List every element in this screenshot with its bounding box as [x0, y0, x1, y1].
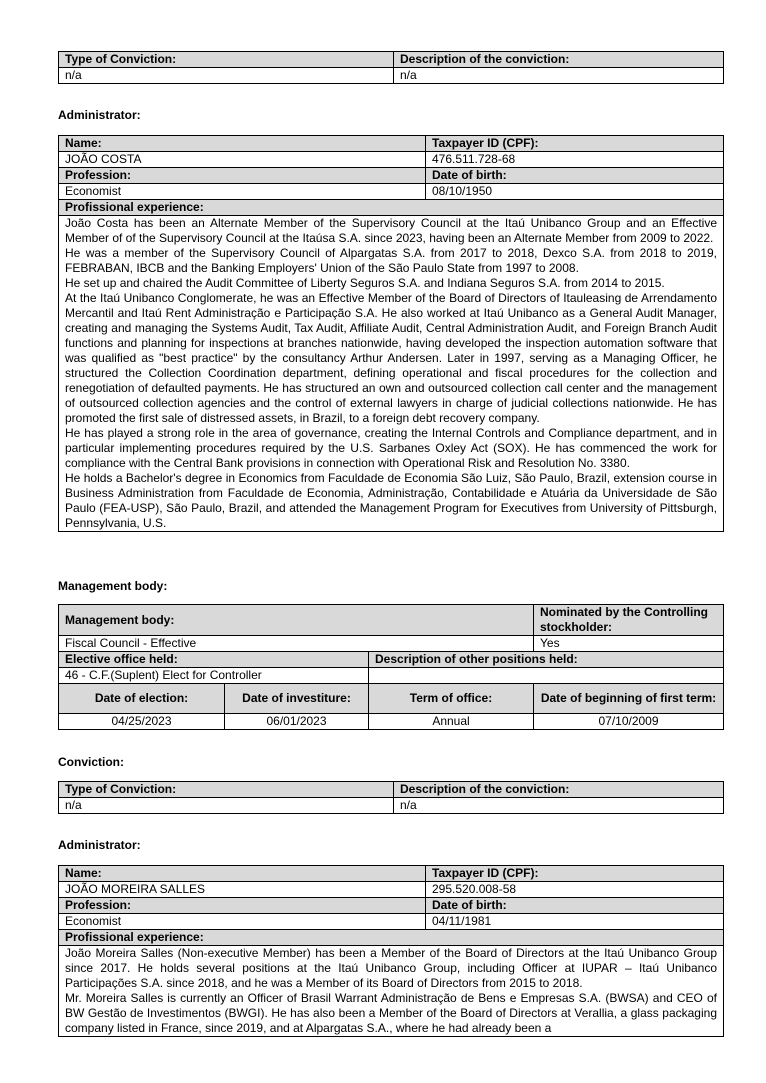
conviction-table-1: [58, 51, 724, 84]
other-positions-label: Description of other positions held:: [369, 652, 724, 668]
taxpayer-id-value: 295.520.008-58: [426, 882, 724, 898]
name-value: JOÃO MOREIRA SALLES: [59, 882, 426, 898]
first-term-date-value: 07/10/2009: [534, 714, 724, 730]
taxpayer-id-label: Taxpayer ID (CPF):: [426, 866, 724, 882]
management-body-label: Management body:: [59, 605, 534, 636]
birth-value: 08/10/1950: [426, 184, 724, 200]
administrator-heading-1: Administrator:: [58, 108, 141, 122]
investiture-date-value: 06/01/2023: [225, 714, 369, 730]
conviction-type-header: Type of Conviction:: [59, 52, 394, 68]
investiture-date-label: Date of investiture:: [225, 684, 369, 714]
conviction-description-value: n/a: [394, 798, 724, 814]
experience-paragraph: João Moreira Salles (Non-executive Member) has been a Member of the Board of Directors at the Itaú Unibanco Group since 2017. He holds several positions at the Itaú Unibanco Group, including Officer at IUPAR – Itaú Unibanco Participações S.A. since 2018, and he was a Member of its Board of Directors from 2015 to 2018.: [65, 946, 717, 990]
elective-office-value: 46 - C.F.(Suplent) Elect for Controller: [59, 668, 369, 684]
experience-paragraph: At the Itaú Unibanco Conglomerate, he was an Effective Member of the Board of Directors of Itauleasing de Arrendamento Mercantil and Itaú Rent Administração e Participação S.A. He also worked at Itaú Unibanco as a General Audit Manager, creating and managing the Systems Audit, Tax Audit, Affiliate Audit, Central Administration Audit, and Foreign Branch Audit functions and planning for inspections at branches nationwide, having developed the inspection automation software that was qualified as "best practice" by the consultancy Arthur Andersen. Later in 1997, serving as a Managing Officer, he structured the Collection Coordination department, defining operational and fiscal procedures for the collection and renegotiation of defaulted payments. He has structured an own and outsourced collection call center and the management of outsourced collection agencies and the control of external lawyers in charge of judicial collections nationwide. He has promoted the first sale of distressed assets, in Brazil, to a foreign debt recovery company.: [65, 291, 717, 425]
name-label: Name:: [59, 866, 426, 882]
conviction-type-header: Type of Conviction:: [59, 782, 394, 798]
election-date-label: Date of election:: [59, 684, 225, 714]
administrator-table-2: [58, 865, 724, 1037]
management-body-value: Fiscal Council - Effective: [59, 636, 534, 652]
conviction-table-2: [58, 781, 724, 814]
election-date-value: 04/25/2023: [59, 714, 225, 730]
management-body-heading: Management body:: [58, 579, 168, 593]
taxpayer-id-label: Taxpayer ID (CPF):: [426, 136, 724, 152]
first-term-date-label: Date of beginning of first term:: [534, 684, 724, 714]
experience-paragraph: He has played a strong role in the area of governance, creating the Internal Controls and Compliance department, and in particular implementing procedures required by the U.S. Sarbanes Oxley Act (SOX). He has commenced the work for compliance with the Central Bank provisions in connection with Operational Risk and Resolution No. 3380.: [65, 426, 717, 470]
taxpayer-id-value: 476.511.728-68: [426, 152, 724, 168]
experience-label: Profissional experience:: [59, 930, 724, 946]
experience-text: [59, 216, 724, 532]
profession-value: Economist: [59, 914, 426, 930]
experience-paragraph: João Costa has been an Alternate Member of the Supervisory Council at the Itaú Unibanco Group and an Effective Member of of the Supervisory Council at the Itaúsa S.A. since 2023, having been an Alternate Member from 2009 to 2022.: [65, 216, 717, 245]
profession-label: Profession:: [59, 898, 426, 914]
conviction-description-value: n/a: [394, 68, 724, 84]
experience-paragraph: He holds a Bachelor's degree in Economics from Faculdade de Economia São Luiz, São Paulo, Brazil, extension course in Business Administration from Faculdade de Economia, Administração, Contabilidade e Atuária da Universidade de São Paulo (FEA-USP), São Paulo, Brazil, and attended the Management Program for Executives from University of Pittsburgh, Pennsylvania, U.S.: [65, 471, 717, 530]
conviction-description-header: Description of the conviction:: [394, 782, 724, 798]
elective-office-label: Elective office held:: [59, 652, 369, 668]
nominated-label: Nominated by the Controlling stockholder:: [534, 605, 724, 636]
experience-label: Profissional experience:: [59, 200, 724, 216]
name-value: JOÃO COSTA: [59, 152, 426, 168]
term-of-office-value: Annual: [369, 714, 534, 730]
conviction-description-header: Description of the conviction:: [394, 52, 724, 68]
birth-value: 04/11/1981: [426, 914, 724, 930]
experience-paragraph: He set up and chaired the Audit Committee of Liberty Seguros S.A. and Indiana Seguros S.A. from 2014 to 2015.: [65, 276, 665, 290]
experience-text: [59, 946, 724, 1037]
nominated-value: Yes: [534, 636, 724, 652]
management-body-table: [58, 604, 724, 730]
conviction-type-value: n/a: [59, 68, 394, 84]
profession-label: Profession:: [59, 168, 426, 184]
term-of-office-label: Term of office:: [369, 684, 534, 714]
other-positions-value: [369, 668, 724, 684]
administrator-heading-2: Administrator:: [58, 838, 141, 852]
experience-paragraph: Mr. Moreira Salles is currently an Officer of Brasil Warrant Administração de Bens e Empresas S.A. (BWSA) and CEO of BW Gestão de Investimentos (BWGI). He has also been a Member of the Board of Directors at Verallia, a glass packaging company listed in France, since 2019, and at Alpargatas S.A., where he had already been a: [65, 991, 717, 1035]
name-label: Name:: [59, 136, 426, 152]
experience-paragraph: He was a member of the Supervisory Council of Alpargatas S.A. from 2017 to 2018, Dexco S.A. from 2018 to 2019, FEBRABAN, IBCB and the Banking Employers' Union of the São Paulo State from 1997 to 2008.: [65, 246, 717, 275]
profession-value: Economist: [59, 184, 426, 200]
administrator-table-1: [58, 135, 724, 532]
birth-label: Date of birth:: [426, 168, 724, 184]
conviction-type-value: n/a: [59, 798, 394, 814]
birth-label: Date of birth:: [426, 898, 724, 914]
conviction-heading: Conviction:: [58, 755, 124, 769]
